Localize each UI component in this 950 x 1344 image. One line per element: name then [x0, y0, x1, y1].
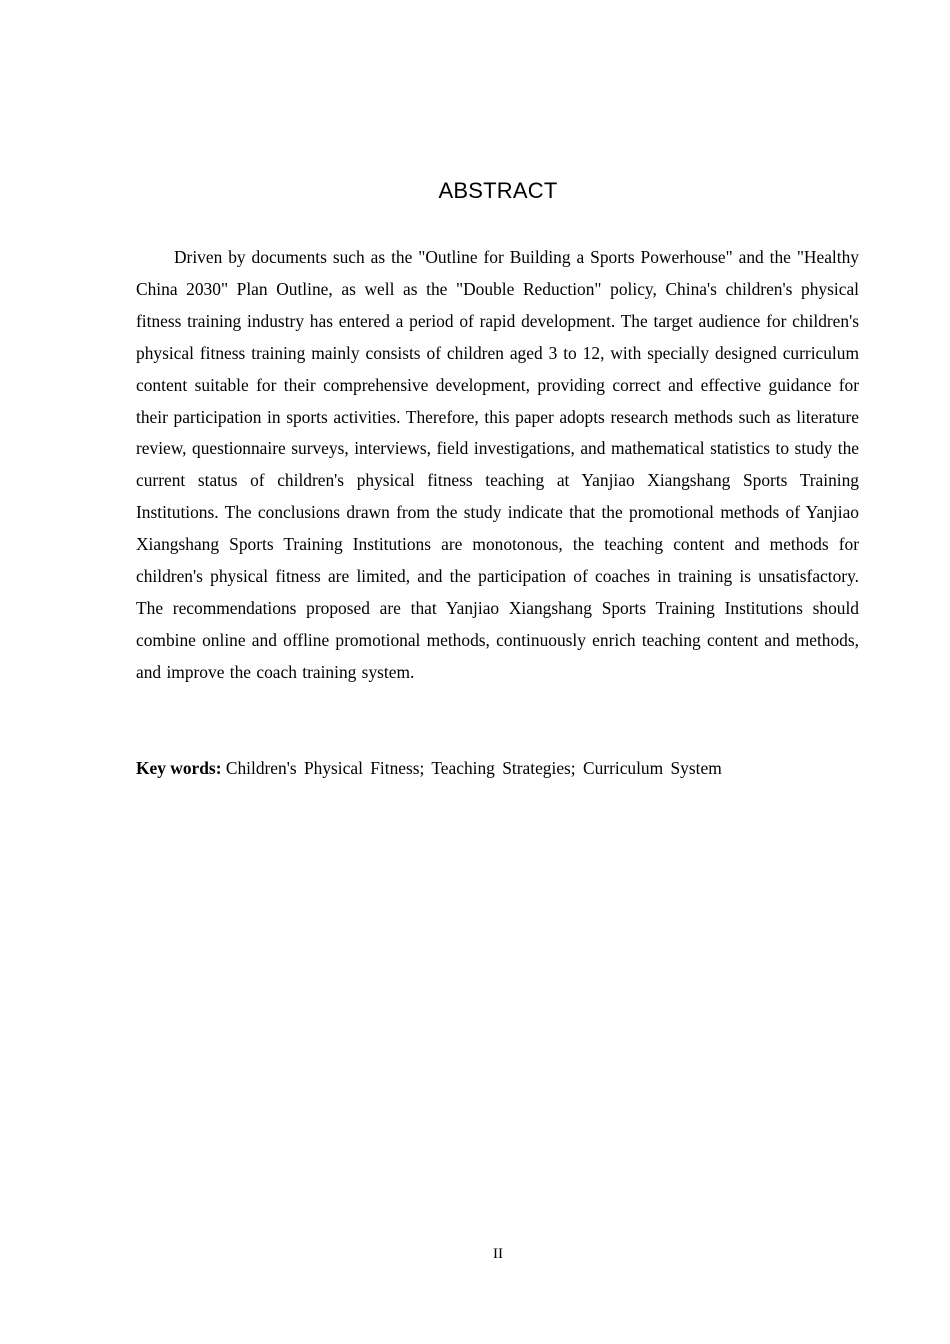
keywords-text: Children's Physical Fitness; Teaching Strategies; Curriculum System: [225, 758, 722, 778]
keywords-label: Key words:: [136, 758, 222, 778]
keywords-line: [136, 753, 859, 785]
abstract-title: ABSTRACT: [438, 178, 558, 203]
page-number: II: [493, 1246, 503, 1262]
abstract-body: Driven by documents such as the "Outline for Building a Sports Powerhouse" and the "Healthy China 2030" Plan Outline, as well as the "Double Reduction" policy, China's children's physical fitness training industry has entered a period of rapid development. The target audience for children's physical fitness training mainly consists of children aged 3 to 12, with specially designed curriculum content suitable for their comprehensive development, providing correct and effective guidance for their participation in sports activities. Therefore, this paper adopts research methods such as literature review, questionnaire surveys, interviews, field investigations, and mathematical statistics to study the current status of children's physical fitness teaching at Yanjiao Xiangshang Sports Training Institutions. The conclusions drawn from the study indicate that the promotional methods of Yanjiao Xiangshang Sports Training Institutions are monotonous, the teaching content and methods for children's physical fitness are limited, and the participation of coaches in training is unsatisfactory. The recommendations proposed are that Yanjiao Xiangshang Sports Training Institutions should combine online and offline promotional methods, continuously enrich teaching content and methods, and improve the coach training system.: [136, 247, 859, 682]
